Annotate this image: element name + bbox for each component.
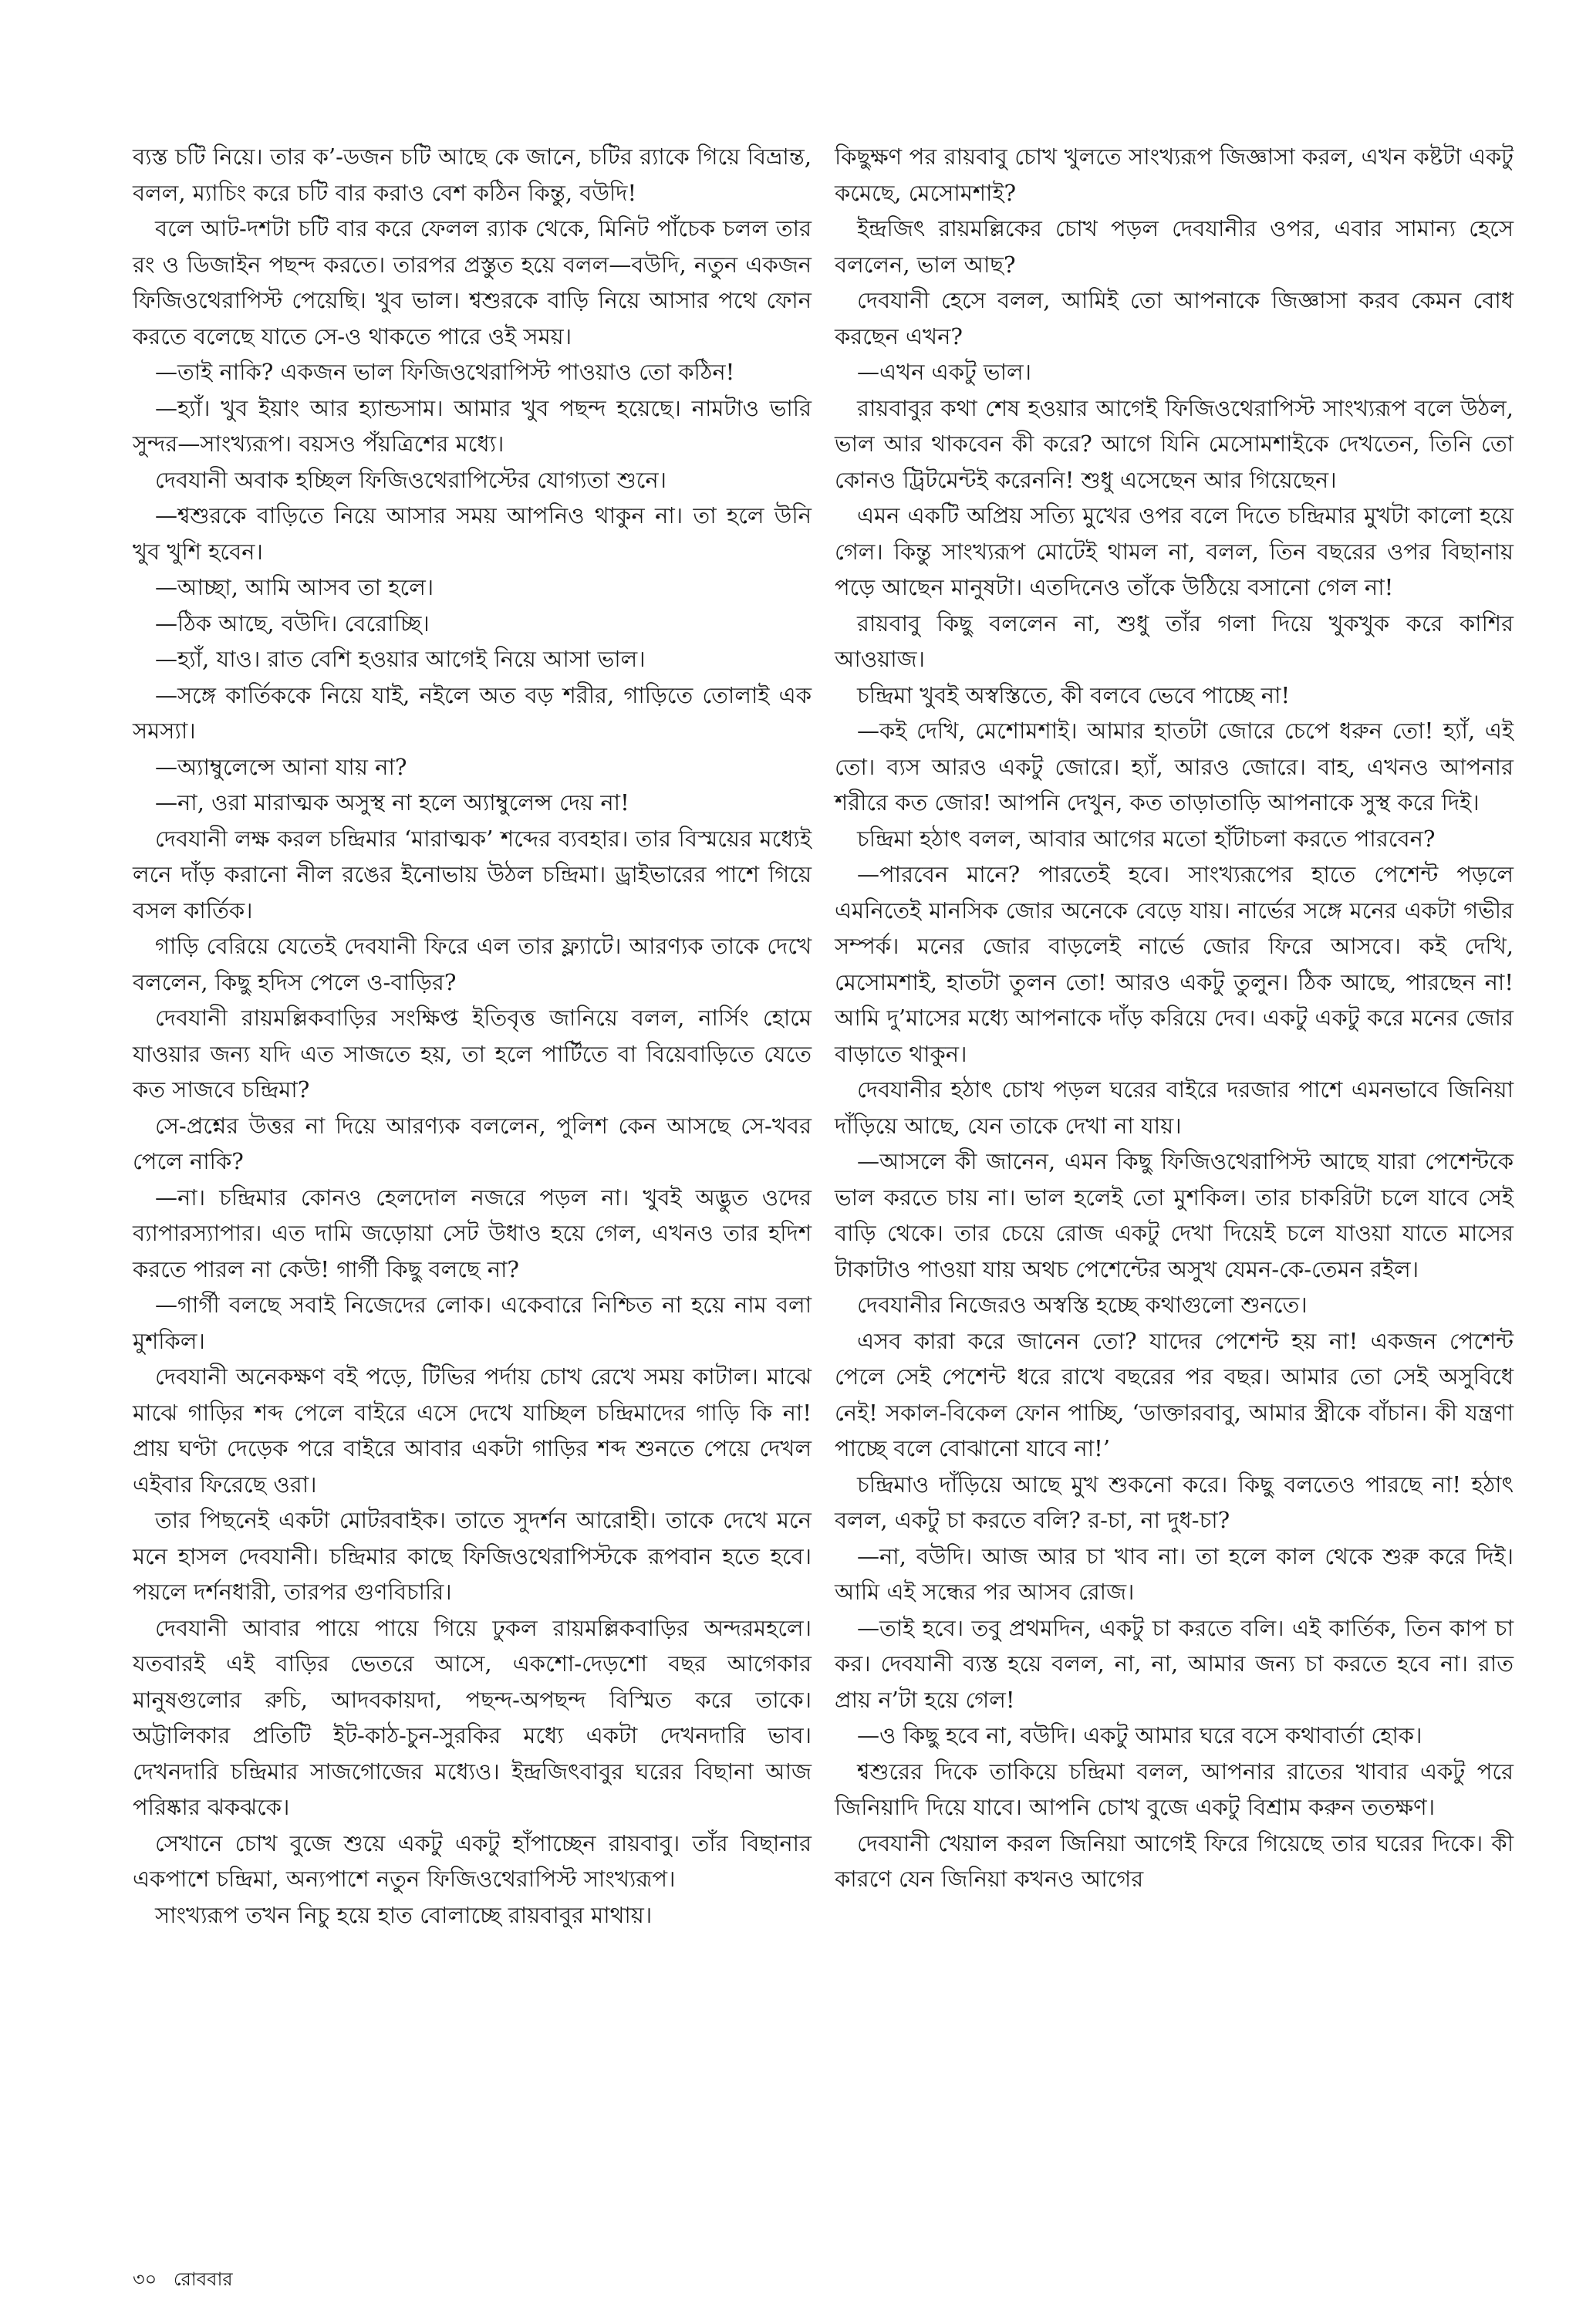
paragraph: দেবযানী লক্ষ করল চন্দ্রিমার ‘মারাত্মক’ শব্দের ব্যবহার। তার বিস্ময়ের মধ্যেই লনে দাঁড় করানো নীল রঙের ইনোভায় উঠল চন্দ্রিমা। ড্রাইভারের পাশে গিয়ে বসল কার্তিক। [133, 825, 812, 924]
paragraph: এসব কারা করে জানেন তো? যাদের পেশেন্ট হয় না! একজন পেশেন্ট পেলে সেই পেশেন্ট ধরে রাখে বছরের পর বছর। আমার তো সেই অসুবিধে নেই! সকাল-বিকেল ফোন পাচ্ছি, ‘ডাক্তারবাবু, আমার স্ত্রীকে বাঁচান। কী যন্ত্রণা পাচ্ছে বলে বোঝানো যাবে না!’ [835, 1327, 1514, 1461]
left-column [133, 139, 812, 1933]
paragraph: —সঙ্গে কার্তিককে নিয়ে যাই, নইলে অত বড় শরীর, গাড়িতে তোলাই এক সমস্যা। [133, 681, 812, 744]
paragraph: —আচ্ছা, আমি আসব তা হলে। [155, 574, 434, 600]
paragraph: দেবযানী রায়মল্লিকবাড়ির সংক্ষিপ্ত ইতিবৃত্ত জানিয়ে বলল, নার্সিং হোমে যাওয়ার জন্য যদি এত সাজতে হয়, তা হলে পার্টিতে বা বিয়েবাড়িতে যেতে কত সাজবে চন্দ্রিমা? [133, 1005, 812, 1103]
paragraph: —ও কিছু হবে না, বউদি। একটু আমার ঘরে বসে কথাবার্তা হোক। [857, 1722, 1422, 1748]
paragraph: —গার্গী বলছে সবাই নিজেদের লোক। একেবারে নিশ্চিত না হয়ে নাম বলা মুশকিল। [133, 1292, 812, 1354]
paragraph: —শ্বশুরকে বাড়িতে নিয়ে আসার সময় আপনিও থাকুন না। তা হলে উনি খুব খুশি হবেন। [133, 502, 812, 565]
paragraph: —ঠিক আছে, বউদি। বেরোচ্ছি। [155, 610, 430, 637]
paragraph: এমন একটি অপ্রিয় সত্যি মুখের ওপর বলে দিতে চন্দ্রিমার মুখটা কালো হয়ে গেল। কিন্তু সাংখ্যরূপ মোটেই থামল না, বলল, তিন বছরের ওপর বিছানায় পড়ে আছেন মানুষটা। এতদিনেও তাঁকে উঠিয়ে বসানো গেল না! [835, 502, 1514, 600]
paragraph: —তাই নাকি? একজন ভাল ফিজিওথেরাপিস্ট পাওয়াও তো কঠিন! [155, 359, 735, 385]
paragraph: —এখন একটু ভাল। [857, 359, 1031, 385]
right-column [835, 139, 1514, 1897]
paragraph: —কই দেখি, মেশোমশাই। আমার হাতটা জোরে চেপে ধরুন তো! হ্যাঁ, এই তো। ব্যস আরও একটু জোরে। হ্যাঁ, আরও জোরে। বাহ, এখনও আপনার শরীরে কত জোর! আপনি দেখুন, কত তাড়াতাড়ি আপনাকে সুস্থ করে দিই। [835, 718, 1514, 816]
paragraph: —অ্যাম্বুলেন্সে আনা যায় না? [155, 753, 407, 780]
paragraph: দেবযানী খেয়াল করল জিনিয়া আগেই ফিরে গিয়েছে তার ঘরের দিকে। কী কারণে যেন জিনিয়া কখনও আগের [835, 1829, 1514, 1892]
paragraph: দেবযানী আবার পায়ে পায়ে গিয়ে ঢুকল রায়মল্লিকবাড়ির অন্দরমহলে। যতবারই এই বাড়ির ভেতরে আসে, একশো-দেড়শো বছর আগেকার মানুষগুলোর রুচি, আদবকায়দা, পছন্দ-অপছন্দ বিস্মিত করে তাকে। অট্টালিকার প্রতিটি ইট-কাঠ-চুন-সুরকির মধ্যে একটা দেখনদারি ভাব। দেখনদারি চন্দ্রিমার সাজগোজের মধ্যেও। ইন্দ্রজিৎবাবুর ঘরের বিছানা আজ পরিষ্কার ঝকঝকে। [133, 1614, 812, 1820]
paragraph: —পারবেন মানে? পারতেই হবে। সাংখ্যরূপের হাতে পেশেন্ট পড়লে এমনিতেই মানসিক জোর অনেকে বেড়ে যায়। নার্ভের সঙ্গে মনের একটা গভীর সম্পর্ক। মনের জোর বাড়লেই নার্ভে জোর ফিরে আসবে। কই দেখি, মেসোমশাই, হাতটা তুলন তো! আরও একটু তুলুন। ঠিক আছে, পারছেন না! আমি দু’মাসের মধ্যে আপনাকে দাঁড় করিয়ে দেব। একটু একটু করে মনের জোর বাড়াতে থাকুন। [835, 861, 1514, 1067]
paragraph: দেবযানী অনেকক্ষণ বই পড়ে, টিভির পর্দায় চোখ রেখে সময় কাটাল। মাঝে মাঝে গাড়ির শব্দ পেলে বাইরে এসে দেখে যাচ্ছিল চন্দ্রিমাদের গাড়ি কি না! প্রায় ঘণ্টা দেড়েক পরে বাইরে আবার একটা গাড়ির শব্দ শুনতে পেয়ে দেখল এইবার ফিরেছে ওরা। [133, 1363, 812, 1498]
paragraph: রায়বাবুর কথা শেষ হওয়ার আগেই ফিজিওথেরাপিস্ট সাংখ্যরূপ বলে উঠল, ভাল আর থাকবেন কী করে? আগে যিনি মেসোমশাইকে দেখতেন, তিনি তো কোনও ট্রিটমেন্টই করেননি! শুধু এসেছেন আর গিয়েছেন। [835, 394, 1514, 493]
paragraph: দেবযানী হেসে বলল, আমিই তো আপনাকে জিজ্ঞাসা করব কেমন বোধ করছেন এখন? [835, 287, 1514, 350]
paragraph: —না। চন্দ্রিমার কোনও হেলদোল নজরে পড়ল না। খুবই অদ্ভুত ওদের ব্যাপারস্যাপার। এত দামি জড়োয়া সেট উধাও হয়ে গেল, এখনও তার হদিশ করতে পারল না কেউ! গার্গী কিছু বলছে না? [133, 1184, 812, 1282]
page-footer [133, 2265, 244, 2296]
paragraph: —হ্যাঁ, যাও। রাত বেশি হওয়ার আগেই নিয়ে আসা ভাল। [155, 646, 646, 672]
paragraph: —না, বউদি। আজ আর চা খাব না। তা হলে কাল থেকে শুরু করে দিই। আমি এই সন্ধের পর আসব রোজ। [835, 1542, 1514, 1605]
paragraph: চন্দ্রিমা হঠাৎ বলল, আবার আগের মতো হাঁটাচলা করতে পারবেন? [857, 825, 1436, 852]
magazine-name: রোববার [173, 2268, 233, 2290]
paragraph: দেবযানীর নিজেরও অস্বস্তি হচ্ছে কথাগুলো শুনতে। [857, 1292, 1308, 1318]
paragraph: সে-প্রশ্নের উত্তর না দিয়ে আরণ্যক বললেন, পুলিশ কেন আসছে সে-খবর পেলে নাকি? [133, 1112, 812, 1174]
paragraph: দেবযানী অবাক হচ্ছিল ফিজিওথেরাপিস্টের যোগ্যতা শুনে। [155, 466, 667, 493]
paragraph: —হ্যাঁ। খুব ইয়াং আর হ্যান্ডসাম। আমার খুব পছন্দ হয়েছে। নামটাও ভারি সুন্দর—সাংখ্যরূপ। বয়সও পঁয়ত্রিশের মধ্যে। [133, 394, 812, 457]
page-number: ৩০ [133, 2268, 157, 2290]
paragraph: —আসলে কী জানেন, এমন কিছু ফিজিওথেরাপিস্ট আছে যারা পেশেন্টকে ভাল করতে চায় না। ভাল হলেই তো মুশকিল। তার চাকরিটা চলে যাবে সেই বাড়ি থেকে। তার চেয়ে রোজ একটু দেখা দিয়েই চলে যাওয়া যাতে মাসের টাকাটাও পাওয়া যায় অথচ পেশেন্টের অসুখ যেমন-কে-তেমন রইল। [835, 1148, 1514, 1282]
paragraph: চন্দ্রিমাও দাঁড়িয়ে আছে মুখ শুকনো করে। কিছু বলতেও পারছে না! হঠাৎ বলল, একটু চা করতে বলি? র-চা, না দুধ-চা? [835, 1471, 1514, 1533]
paragraph: কিছুক্ষণ পর রায়বাবু চোখ খুলতে সাংখ্যরূপ জিজ্ঞাসা করল, এখন কষ্টটা একটু কমেছে, মেসোমশাই? [835, 144, 1514, 206]
paragraph: ইন্দ্রজিৎ রায়মল্লিকের চোখ পড়ল দেবযানীর ওপর, এবার সামান্য হেসে বললেন, ভাল আছ? [835, 215, 1514, 278]
paragraph: ব্যস্ত চটি নিয়ে। তার ক’-ডজন চটি আছে কে জানে, চটির র‍্যাকে গিয়ে বিভ্রান্ত, বলল, ম্যাচিং করে চটি বার করাও বেশ কঠিন কিন্তু, বউদি! [133, 144, 812, 206]
paragraph: —না, ওরা মারাত্মক অসুস্থ না হলে অ্যাম্বুলেন্স দেয় না! [155, 789, 629, 816]
paragraph: গাড়ি বেরিয়ে যেতেই দেবযানী ফিরে এল তার ফ্ল্যাটে। আরণ্যক তাকে দেখে বললেন, কিছু হদিস পেলে ও-বাড়ির? [133, 933, 812, 995]
paragraph: সাংখ্যরূপ তখন নিচু হয়ে হাত বোলাচ্ছে রায়বাবুর মাথায়। [155, 1901, 653, 1928]
paragraph: রায়বাবু কিছু বললেন না, শুধু তাঁর গলা দিয়ে খুকখুক করে কাশির আওয়াজ। [835, 610, 1514, 672]
paragraph: চন্দ্রিমা খুবই অস্বস্তিতে, কী বলবে ভেবে পাচ্ছে না! [857, 681, 1291, 708]
paragraph: বলে আট-দশটা চটি বার করে ফেলল র‍্যাক থেকে, মিনিট পাঁচেক চলল তার রং ও ডিজাইন পছন্দ করতে। তারপর প্রস্তুত হয়ে বলল—বউদি, নতুন একজন ফিজিওথেরাপিস্ট পেয়েছি। খুব ভাল। শ্বশুরকে বাড়ি নিয়ে আসার পথে ফোন করতে বলেছে যাতে সে-ও থাকতে পারে ওই সময়। [133, 215, 812, 350]
paragraph: দেবযানীর হঠাৎ চোখ পড়ল ঘরের বাইরে দরজার পাশে এমনভাবে জিনিয়া দাঁড়িয়ে আছে, যেন তাকে দেখা না যায়। [835, 1076, 1514, 1139]
paragraph: তার পিছনেই একটা মোটরবাইক। তাতে সুদর্শন আরোহী। তাকে দেখে মনে মনে হাসল দেবযানী। চন্দ্রিমার কাছে ফিজিওথেরাপিস্টকে রূপবান হতে হবে। পয়লে দর্শনধারী, তারপর গুণবিচারি। [133, 1507, 812, 1605]
paragraph: শ্বশুরের দিকে তাকিয়ে চন্দ্রিমা বলল, আপনার রাতের খাবার একটু পরে জিনিয়াদি দিয়ে যাবে। আপনি চোখ বুজে একটু বিশ্রাম করুন ততক্ষণ। [835, 1758, 1514, 1820]
paragraph: সেখানে চোখ বুজে শুয়ে একটু একটু হাঁপাচ্ছেন রায়বাবু। তাঁর বিছানার একপাশে চন্দ্রিমা, অন্যপাশে নতুন ফিজিওথেরাপিস্ট সাংখ্যরূপ। [133, 1829, 812, 1892]
paragraph: —তাই হবে। তবু প্রথমদিন, একটু চা করতে বলি। এই কার্তিক, তিন কাপ চা কর। দেবযানী ব্যস্ত হয়ে বলল, না, না, আমার জন্য চা করতে হবে না। রাত প্রায় ন’টা হয়ে গেল! [835, 1614, 1514, 1713]
